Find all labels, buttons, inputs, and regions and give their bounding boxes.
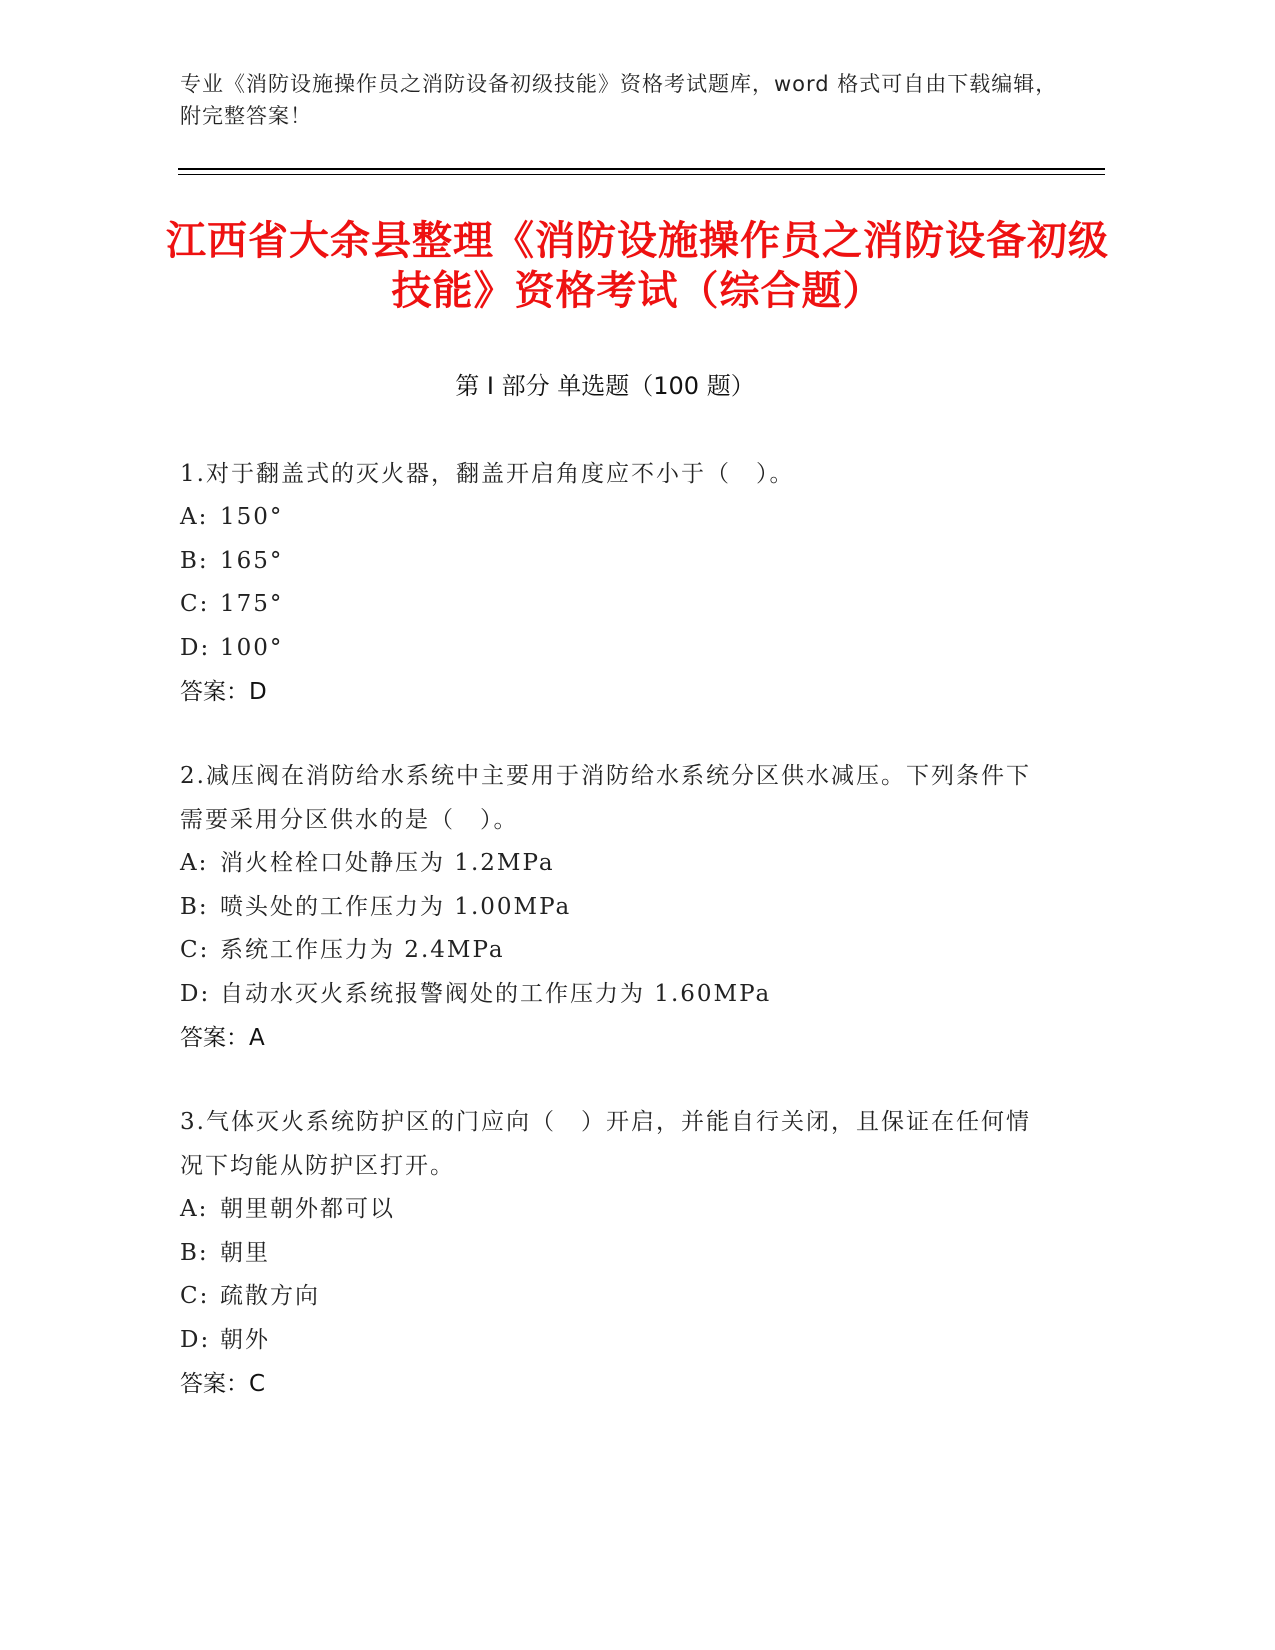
option-text: 疏散方向 [220,1283,320,1309]
question-answer: 答案：D [180,679,267,705]
question-option [180,1188,1050,1232]
option-key: A: [180,504,209,530]
question-stem: 2.减压阀在消防给水系统中主要用于消防给水系统分区供水减压。下列条件下需要采用分区供水的是（ ）。 [180,763,1031,833]
section-heading: 第 I 部分 单选题（100 题） [455,372,755,400]
option-text: 喷头处的工作压力为 1.00MPa [220,893,572,920]
question-option [180,929,1050,973]
document-title: 江西省大余县整理《消防设施操作员之消防设备初级技能》资格考试（综合题） [166,218,1109,314]
option-key: B: [180,1239,209,1266]
option-text: 朝外 [220,1326,270,1353]
option-key: C: [180,1283,210,1309]
option-text: 消火栓栓口处静压为 1.2MPa [220,850,555,876]
option-text: 朝里 [220,1239,270,1266]
option-text: 朝里朝外都可以 [220,1196,395,1222]
header-note: 专业《消防设施操作员之消防设备初级技能》资格考试题库，word 格式可自由下载编辑，附完整答案！ [180,72,1058,128]
question-list [180,452,1050,1446]
header-divider-thin [178,174,1105,175]
question-option [180,627,1050,671]
question-option [180,540,1050,584]
option-text: 100° [220,634,284,661]
question-option [180,886,1050,930]
option-key: D: [180,980,211,1007]
option-key: C: [180,937,210,963]
option-key: B: [180,547,209,574]
question-item [180,1100,1050,1406]
option-text: 系统工作压力为 2.4MPa [220,937,505,963]
option-key: C: [180,591,210,617]
option-text: 自动水灭火系统报警阀处的工作压力为 1.60MPa [220,980,772,1007]
question-item [180,452,1050,714]
option-text: 165° [220,547,284,574]
option-key: D: [180,1326,211,1353]
question-item [180,754,1050,1060]
question-option [180,1232,1050,1276]
question-option [180,496,1050,540]
question-option [180,1275,1050,1319]
option-key: D: [180,634,211,661]
option-text: 150° [220,504,284,530]
header-divider-thick [178,168,1105,170]
question-answer: 答案：A [180,1025,265,1051]
option-key: A: [180,850,209,876]
option-key: B: [180,893,209,920]
question-answer: 答案：C [180,1371,266,1397]
question-option [180,583,1050,627]
question-stem: 3.气体灭火系统防护区的门应向（ ）开启，并能自行关闭，且保证在任何情况下均能从防护区打开。 [180,1109,1031,1179]
question-option [180,1319,1050,1363]
option-key: A: [180,1196,209,1222]
question-option [180,973,1050,1017]
question-stem: 1.对于翻盖式的灭火器，翻盖开启角度应不小于（ ）。 [180,461,795,487]
option-text: 175° [220,591,284,617]
question-option [180,842,1050,886]
